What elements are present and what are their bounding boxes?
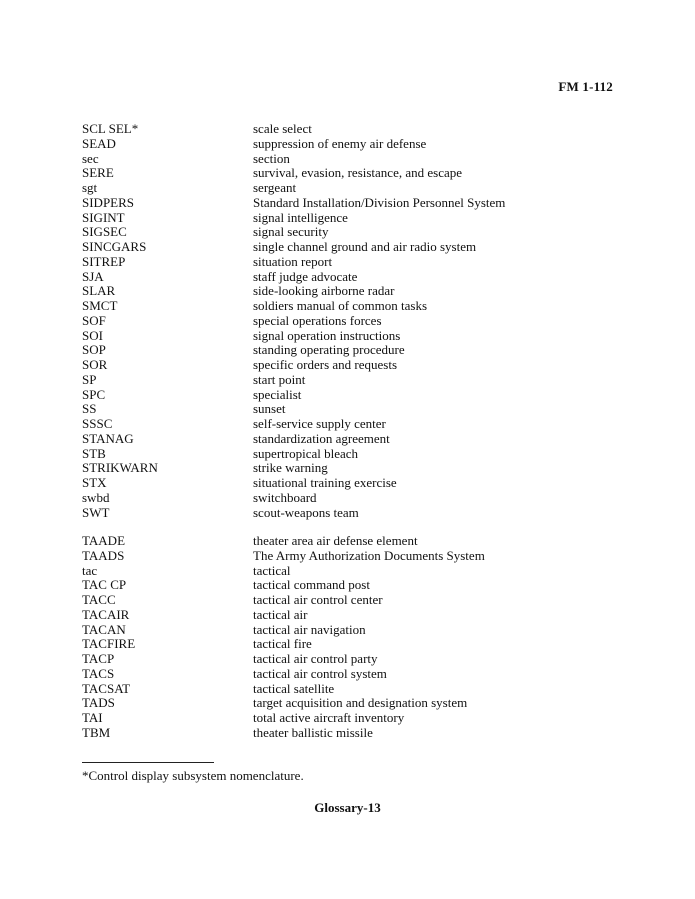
glossary-term: SERE bbox=[82, 165, 114, 181]
glossary-entry bbox=[82, 388, 622, 403]
glossary-term: TACFIRE bbox=[82, 636, 136, 652]
glossary-entry bbox=[82, 682, 622, 697]
glossary-term: SPC bbox=[82, 386, 106, 402]
glossary-definition: special operations forces bbox=[253, 312, 382, 328]
glossary-definition: tactical satellite bbox=[253, 680, 335, 696]
footnote-divider bbox=[82, 762, 214, 763]
glossary-definition: tactical air control party bbox=[253, 651, 378, 666]
glossary-term: sgt bbox=[82, 180, 98, 195]
glossary-definition: signal operation instructions bbox=[253, 327, 401, 343]
glossary-definition: specialist bbox=[253, 386, 302, 402]
glossary-definition: target acquisition and designation system bbox=[253, 695, 468, 711]
glossary-definition: scale select bbox=[253, 121, 312, 136]
glossary-entry bbox=[82, 299, 622, 314]
glossary-term: TADS bbox=[82, 695, 115, 711]
glossary-definition: tactical air bbox=[253, 606, 308, 622]
glossary-entry bbox=[82, 549, 622, 564]
glossary-entry bbox=[82, 402, 622, 417]
glossary-term: SJA bbox=[82, 268, 104, 284]
glossary-term: STB bbox=[82, 445, 106, 461]
glossary-entry bbox=[82, 506, 622, 521]
glossary-definition: start point bbox=[253, 371, 306, 387]
glossary-definition: section bbox=[253, 150, 290, 166]
glossary-entry bbox=[82, 255, 622, 270]
glossary-definition: tactical fire bbox=[253, 636, 312, 652]
glossary-term: STANAG bbox=[82, 430, 134, 446]
glossary-entry bbox=[82, 726, 622, 741]
glossary-term: swbd bbox=[82, 489, 110, 505]
glossary-entry bbox=[82, 432, 622, 447]
glossary-entry bbox=[82, 166, 622, 181]
glossary-definition: sergeant bbox=[253, 180, 297, 195]
glossary-definition: total active aircraft inventory bbox=[253, 710, 405, 725]
glossary-term: tac bbox=[82, 562, 98, 578]
glossary-definition: specific orders and requests bbox=[253, 357, 398, 372]
glossary-term: SS bbox=[82, 401, 97, 417]
footnote: *Control display subsystem nomenclature. bbox=[82, 768, 304, 783]
manual-code: FM 1-112 bbox=[558, 79, 613, 94]
glossary-entry bbox=[82, 476, 622, 491]
glossary-entry bbox=[82, 711, 622, 726]
glossary-term: sec bbox=[82, 150, 99, 166]
glossary-entry bbox=[82, 534, 622, 549]
glossary-definition: staff judge advocate bbox=[253, 268, 358, 284]
glossary-definition: tactical air navigation bbox=[253, 621, 366, 637]
glossary-term: TAC CP bbox=[82, 577, 127, 593]
glossary-definition: tactical air control system bbox=[253, 665, 387, 681]
glossary-definition: Standard Installation/Division Personnel System bbox=[253, 194, 506, 210]
glossary-term: SSSC bbox=[82, 416, 113, 431]
glossary-entry bbox=[82, 181, 622, 196]
glossary-definition: standardization agreement bbox=[253, 430, 390, 446]
glossary-entry bbox=[82, 314, 622, 329]
glossary-entry bbox=[82, 417, 622, 432]
glossary-definition: situational training exercise bbox=[253, 475, 397, 490]
glossary-term: SLAR bbox=[82, 283, 116, 299]
glossary-term: SOF bbox=[82, 312, 106, 328]
glossary-entry bbox=[82, 447, 622, 462]
glossary-term: TACSAT bbox=[82, 680, 131, 696]
glossary-definition: side-looking airborne radar bbox=[253, 283, 395, 299]
glossary-entry bbox=[82, 564, 622, 579]
glossary-definition: signal security bbox=[253, 224, 329, 240]
glossary-entry bbox=[82, 122, 622, 137]
glossary-definition: strike warning bbox=[253, 460, 328, 476]
glossary-entry bbox=[82, 652, 622, 667]
glossary-term: TAADS bbox=[82, 547, 125, 563]
glossary-definition: single channel ground and air radio system bbox=[253, 239, 477, 254]
glossary-term: TAI bbox=[82, 710, 103, 725]
glossary-entry bbox=[82, 491, 622, 506]
glossary-definition: suppression of enemy air defense bbox=[253, 135, 427, 151]
glossary-definition: self-service supply center bbox=[253, 416, 386, 431]
glossary-definition: theater ballistic missile bbox=[253, 724, 373, 740]
glossary-entry bbox=[82, 608, 622, 623]
glossary-term: SP bbox=[82, 371, 97, 387]
glossary-term: TACAIR bbox=[82, 606, 130, 622]
glossary-entry bbox=[82, 578, 622, 593]
glossary-term: SIDPERS bbox=[82, 194, 135, 210]
glossary-term: SITREP bbox=[82, 253, 126, 269]
glossary-definition: survival, evasion, resistance, and escape bbox=[253, 165, 463, 181]
glossary-definition: signal intelligence bbox=[253, 209, 348, 225]
glossary-term: STRIKWARN bbox=[82, 460, 158, 476]
glossary-entry bbox=[82, 225, 622, 240]
glossary-entry bbox=[82, 152, 622, 167]
glossary-term: TBM bbox=[82, 724, 111, 740]
glossary-entry bbox=[82, 196, 622, 211]
glossary-definition: The Army Authorization Documents System bbox=[253, 547, 485, 563]
glossary-term: SIGINT bbox=[82, 209, 125, 225]
glossary-definition: scout-weapons team bbox=[253, 504, 359, 520]
glossary-term: TAADE bbox=[82, 533, 126, 548]
glossary-term: SMCT bbox=[82, 298, 118, 313]
glossary-term: STX bbox=[82, 475, 107, 490]
glossary-entry bbox=[82, 270, 622, 285]
glossary-definition: situation report bbox=[253, 253, 333, 269]
glossary-section-t bbox=[82, 534, 622, 741]
glossary-term: SOP bbox=[82, 342, 106, 358]
glossary-entry bbox=[82, 461, 622, 476]
page-number: Glossary-13 bbox=[314, 800, 381, 815]
glossary-term: SCL SEL* bbox=[82, 121, 139, 136]
glossary-entry bbox=[82, 373, 622, 388]
glossary-definition: supertropical bleach bbox=[253, 445, 359, 461]
glossary-term: TACS bbox=[82, 665, 115, 681]
glossary-entry bbox=[82, 284, 622, 299]
glossary-entry bbox=[82, 637, 622, 652]
glossary-definition: tactical air control center bbox=[253, 592, 383, 607]
glossary-term: TACP bbox=[82, 651, 115, 666]
glossary-term: SEAD bbox=[82, 135, 116, 151]
glossary-term: SOR bbox=[82, 357, 108, 372]
glossary-entry bbox=[82, 343, 622, 358]
glossary-entry bbox=[82, 667, 622, 682]
glossary-term: SIGSEC bbox=[82, 224, 127, 240]
glossary-entry bbox=[82, 623, 622, 638]
glossary-definition: standing operating procedure bbox=[253, 342, 405, 358]
glossary-entry bbox=[82, 358, 622, 373]
glossary-definition: theater area air defense element bbox=[253, 533, 418, 548]
glossary-term: TACAN bbox=[82, 621, 126, 637]
glossary-definition: sunset bbox=[253, 401, 286, 417]
glossary-term: SINCGARS bbox=[82, 239, 147, 254]
glossary-entry bbox=[82, 329, 622, 344]
glossary-entry bbox=[82, 696, 622, 711]
glossary-entry bbox=[82, 211, 622, 226]
glossary-definition: tactical command post bbox=[253, 577, 370, 593]
glossary-definition: soldiers manual of common tasks bbox=[253, 298, 428, 313]
glossary-definition: switchboard bbox=[253, 489, 317, 505]
glossary-entry bbox=[82, 240, 622, 255]
glossary-entry bbox=[82, 137, 622, 152]
glossary-definition: tactical bbox=[253, 562, 291, 578]
glossary-entry bbox=[82, 593, 622, 608]
glossary-section-s bbox=[82, 122, 622, 520]
glossary-term: TACC bbox=[82, 592, 116, 607]
glossary-term: SOI bbox=[82, 327, 103, 343]
glossary-term: SWT bbox=[82, 504, 110, 520]
